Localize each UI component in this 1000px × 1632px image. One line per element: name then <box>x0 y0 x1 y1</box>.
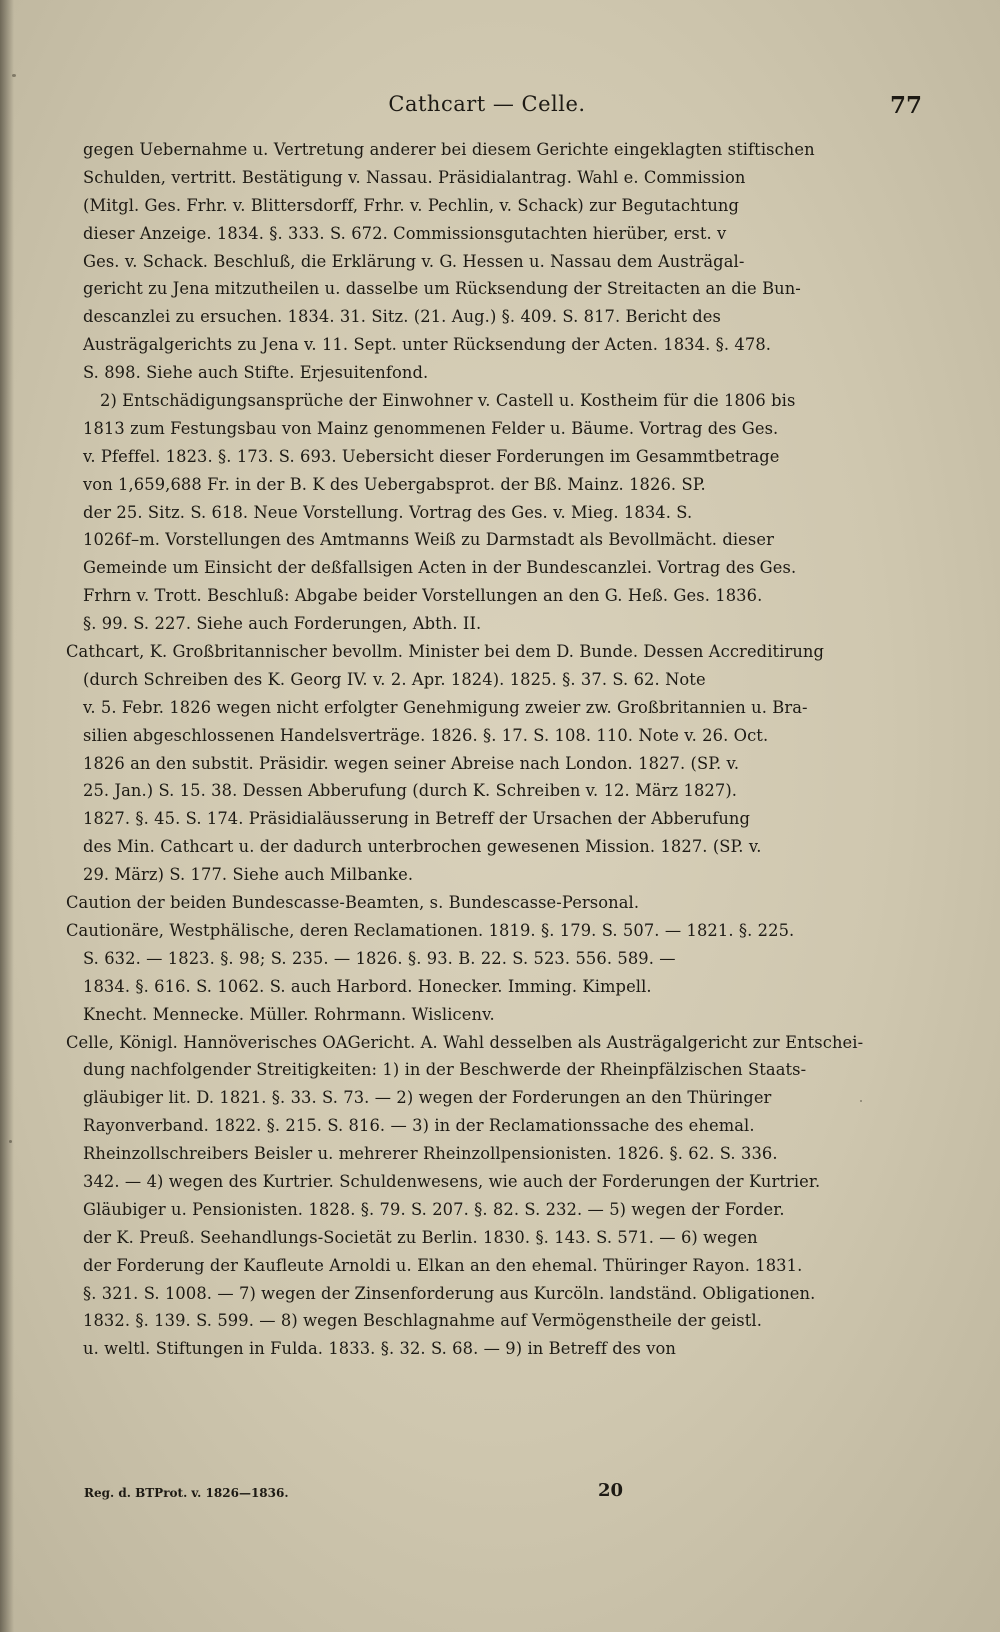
entry-text-line: der Forderung der Kaufleute Arnoldi u. Elkan an den ehemal. Thüringer Rayon. 1831. <box>83 1255 803 1275</box>
entry-text-line: der 25. Sitz. S. 618. Neue Vorstellung. Vortrag des Ges. v. Mieg. 1834. S. <box>83 502 693 522</box>
entry-text-line: 1832. §. 139. S. 599. — 8) wegen Beschlagnahme auf Vermögenstheile der geistl. <box>83 1311 762 1331</box>
entry-text-line: 1026f–m. Vorstellungen des Amtmanns Weiß zu Darmstadt als Bevollmächt. dieser <box>83 530 774 550</box>
entry-headword-line: Caution der beiden Bundescasse-Beamten, s. Bundescasse-Personal. <box>66 893 640 913</box>
entry-text-line: Ges. v. Schack. Beschluß, die Erklärung v. G. Hessen u. Nassau dem Austrägal- <box>83 251 745 271</box>
entry-text-line: Knecht. Mennecke. Müller. Rohrmann. Wislicenv. <box>83 1004 495 1024</box>
entry-text-line: Schulden, vertritt. Bestätigung v. Nassau. Präsidialantrag. Wahl e. Commission <box>83 167 746 187</box>
signature-abbreviation: Reg. d. BTProt. v. 1826—1836. <box>84 1486 289 1500</box>
entry-text-line: silien abgeschlossenen Handelsverträge. 1826. §. 17. S. 108. 110. Note v. 26. Oct. <box>83 725 769 745</box>
entry-text-line: von 1,659,688 Fr. in der B. K des Uebergabsprot. der Bß. Mainz. 1826. SP. <box>83 474 706 494</box>
page-header <box>82 88 922 128</box>
entry-text-line: §. 99. S. 227. Siehe auch Forderungen, Abth. II. <box>83 614 482 634</box>
entry-text-line: Rheinzollschreibers Beisler u. mehrerer Rheinzollpensionisten. 1826. §. 62. S. 336. <box>83 1144 778 1164</box>
page-edge-shadow <box>0 0 14 1632</box>
entry-text-line: des Min. Cathcart u. der dadurch unterbrochen gewesenen Mission. 1827. (SP. v. <box>83 837 762 857</box>
entry-text-line: (Mitgl. Ges. Frhr. v. Blittersdorff, Frhr. v. Pechlin, v. Schack) zur Begutachtung <box>83 195 740 215</box>
entry-text-line: gericht zu Jena mitzutheilen u. dasselbe um Rücksendung der Streitacten an die Bun- <box>83 279 801 299</box>
entry-headword-line: Cathcart, K. Großbritannischer bevollm. Minister bei dem D. Bunde. Dessen Accreditirung <box>66 642 825 662</box>
entry-text-line: §. 321. S. 1008. — 7) wegen der Zinsenforderung aus Kurcöln. landständ. Obligationen. <box>83 1283 816 1303</box>
entry-text-line: 29. März) S. 177. Siehe auch Milbanke. <box>83 865 414 885</box>
entry-text-line: 1813 zum Festungsbau von Mainz genommenen Felder u. Bäume. Vortrag des Ges. <box>83 418 779 438</box>
entry-text-line: 25. Jan.) S. 15. 38. Dessen Abberufung (durch K. Schreiben v. 12. März 1827). <box>83 781 738 801</box>
paper-speck <box>12 74 16 77</box>
signature-number: 20 <box>598 1480 624 1501</box>
entry-text-line: Gläubiger u. Pensionisten. 1828. §. 79. S. 207. §. 82. S. 232. — 5) wegen der Forder. <box>83 1199 785 1219</box>
entry-text-line: 2) Entschädigungsansprüche der Einwohner v. Castell u. Kostheim für die 1806 bis <box>100 391 796 411</box>
entry-text-line: 1827. §. 45. S. 174. Präsidialäusserung in Betreff der Ursachen der Abberufung <box>83 809 751 829</box>
entry-text-line: 1834. §. 616. S. 1062. S. auch Harbord. Honecker. Imming. Kimpell. <box>83 976 652 996</box>
entry-text-line: Gemeinde um Einsicht der deßfallsigen Acten in der Bundescanzlei. Vortrag des Ges. <box>83 558 797 578</box>
page-number: 77 <box>889 92 922 119</box>
entry-text-line: gegen Uebernahme u. Vertretung anderer bei diesem Gerichte eingeklagten stiftischen <box>83 140 815 159</box>
entry-text-line: dung nachfolgender Streitigkeiten: 1) in der Beschwerde der Rheinpfälzischen Staats- <box>83 1060 807 1080</box>
entry-text-line: 1826 an den substit. Präsidir. wegen seiner Abreise nach London. 1827. (SP. v. <box>83 753 740 773</box>
paper-speck <box>9 1140 12 1143</box>
entry-text-line: v. Pfeffel. 1823. §. 173. S. 693. Uebersicht dieser Forderungen im Gesammtbetrage <box>83 446 780 466</box>
entry-text-line: descanzlei zu ersuchen. 1834. 31. Sitz. (21. Aug.) §. 409. S. 817. Bericht des <box>83 307 721 327</box>
entry-text-line: S. 898. Siehe auch Stifte. Erjesuitenfond. <box>83 363 429 383</box>
entry-text-line: gläubiger lit. D. 1821. §. 33. S. 73. — 2) wegen der Forderungen an den Thüringer <box>83 1088 772 1108</box>
entry-text-line: Austrägalgerichts zu Jena v. 11. Sept. unter Rücksendung der Acten. 1834. §. 478. <box>83 335 772 355</box>
paper-speck <box>860 1100 862 1102</box>
entry-text-line: der K. Preuß. Seehandlungs-Societät zu Berlin. 1830. §. 143. S. 571. — 6) wegen <box>83 1227 758 1247</box>
entry-text-line: u. weltl. Stiftungen in Fulda. 1833. §. 32. S. 68. — 9) in Betreff des von <box>83 1339 677 1359</box>
page-footer <box>84 1480 784 1510</box>
entry-text-line: 342. — 4) wegen des Kurtrier. Schuldenwesens, wie auch der Forderungen der Kurtrier. <box>83 1171 821 1191</box>
entry-text-line: v. 5. Febr. 1826 wegen nicht erfolgter Genehmigung zweier zw. Großbritannien u. Bra- <box>83 697 808 717</box>
entry-text-line: S. 632. — 1823. §. 98; S. 235. — 1826. §. 93. B. 22. S. 523. 556. 589. — <box>83 948 676 968</box>
entry-text-line: dieser Anzeige. 1834. §. 333. S. 672. Commissionsgutachten hierüber, erst. v <box>83 223 727 243</box>
index-entries <box>66 136 866 1363</box>
running-head: Cathcart — Celle. <box>388 92 586 116</box>
entry-text-line: (durch Schreiben des K. Georg IV. v. 2. Apr. 1824). 1825. §. 37. S. 62. Note <box>83 669 706 689</box>
entry-text-line: Rayonverband. 1822. §. 215. S. 816. — 3) in der Reclamationssache des ehemal. <box>83 1116 755 1136</box>
entry-headword-line: Celle, Königl. Hannöverisches OAGericht. A. Wahl desselben als Austrägalgericht zur Entschei- <box>66 1032 864 1052</box>
entry-text-line: Frhrn v. Trott. Beschluß: Abgabe beider Vorstellungen an den G. Heß. Ges. 1836. <box>83 586 763 606</box>
entry-headword-line: Cautionäre, Westphälische, deren Reclamationen. 1819. §. 179. S. 507. — 1821. §. 225. <box>66 920 795 940</box>
